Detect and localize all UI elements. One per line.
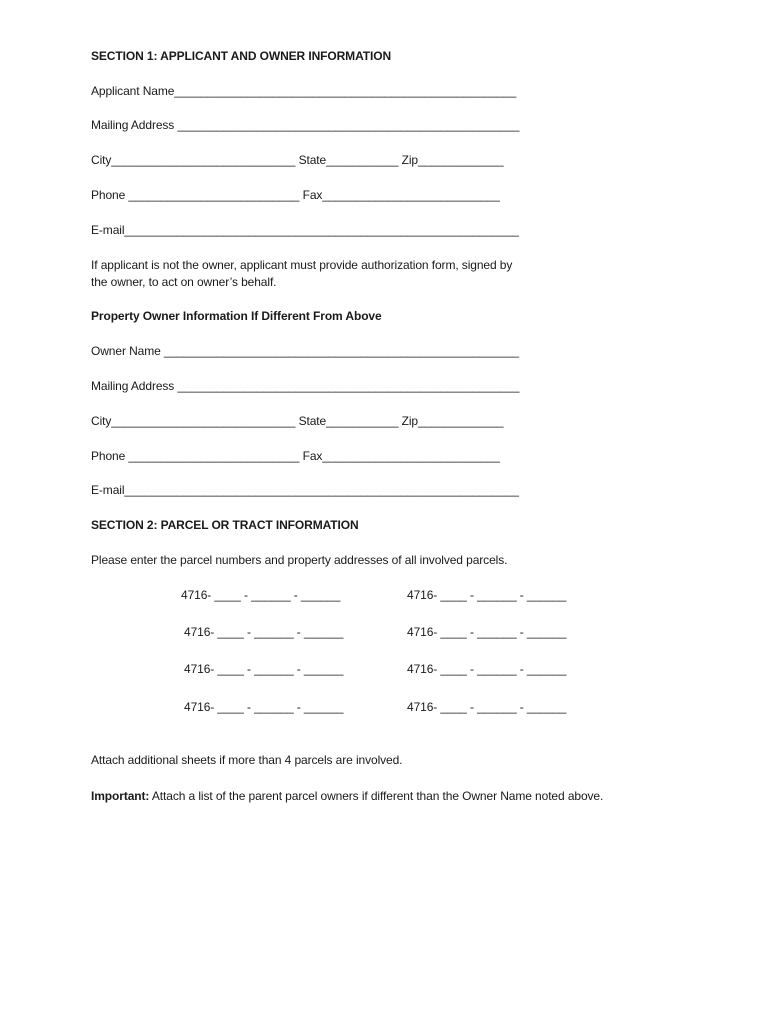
authorization-note-line-2: the owner, to act on owner’s behalf.: [91, 275, 277, 289]
applicant-name-field[interactable]: Applicant Name____________________________________________________: [91, 84, 517, 98]
applicant-mailing-address-field[interactable]: Mailing Address ____________________________________________________: [91, 118, 520, 132]
parcel-number-field[interactable]: 4716- ____ - ______ - ______: [184, 625, 344, 639]
owner-name-field[interactable]: Owner Name ______________________________________________________: [91, 344, 519, 358]
authorization-note-line-1: If applicant is not the owner, applicant must provide authorization form, signed by: [91, 258, 513, 272]
applicant-email-field[interactable]: E-mail____________________________________________________________: [91, 223, 519, 237]
section1-heading: SECTION 1: APPLICANT AND OWNER INFORMATION: [91, 49, 392, 63]
owner-email-field[interactable]: E-mail____________________________________________________________: [91, 483, 519, 497]
applicant-phone-fax-field[interactable]: Phone __________________________ Fax___________________________: [91, 188, 500, 202]
parcel-number-field[interactable]: 4716- ____ - ______ - ______: [407, 625, 567, 639]
owner-city-state-zip-field[interactable]: City____________________________ State___________ Zip_____________: [91, 414, 504, 428]
important-text: Attach a list of the parent parcel owners if different than the Owner Name noted above.: [149, 789, 604, 803]
important-note: [91, 789, 603, 803]
parcel-number-field[interactable]: 4716- ____ - ______ - ______: [407, 700, 567, 714]
parcel-number-field[interactable]: 4716- ____ - ______ - ______: [184, 700, 344, 714]
parcel-instructions: Please enter the parcel numbers and property addresses of all involved parcels.: [91, 553, 508, 567]
important-label: Important:: [91, 789, 150, 803]
parcel-number-field[interactable]: 4716- ____ - ______ - ______: [184, 662, 344, 676]
section2-heading: SECTION 2: PARCEL OR TRACT INFORMATION: [91, 518, 359, 532]
applicant-city-state-zip-field[interactable]: City____________________________ State___________ Zip_____________: [91, 153, 504, 167]
additional-sheets-note: Attach additional sheets if more than 4 parcels are involved.: [91, 753, 403, 767]
parcel-number-field[interactable]: 4716- ____ - ______ - ______: [181, 588, 341, 602]
owner-mailing-address-field[interactable]: Mailing Address ____________________________________________________: [91, 379, 520, 393]
parcel-number-field[interactable]: 4716- ____ - ______ - ______: [407, 662, 567, 676]
owner-heading: Property Owner Information If Different From Above: [91, 309, 382, 323]
parcel-number-field[interactable]: 4716- ____ - ______ - ______: [407, 588, 567, 602]
owner-phone-fax-field[interactable]: Phone __________________________ Fax___________________________: [91, 449, 500, 463]
